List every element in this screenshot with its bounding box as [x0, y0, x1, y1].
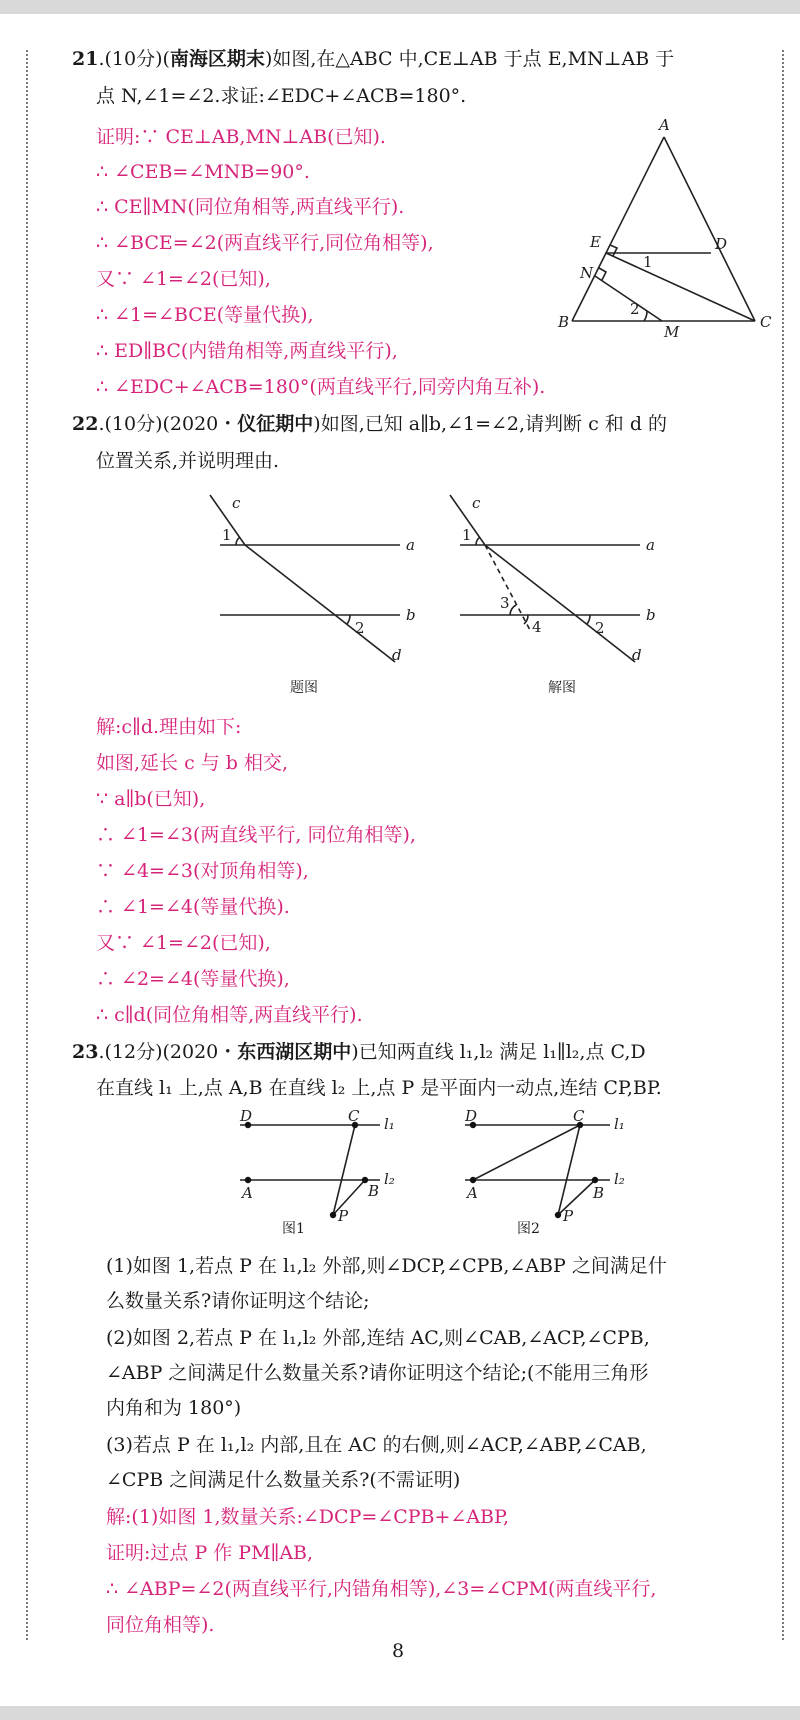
q21-label-C: C — [760, 313, 772, 331]
q23-part-line: 内角和为 180°) — [106, 1397, 242, 1419]
q21-stem-line2: 点 N,∠1=∠2.求证:∠EDC+∠ACB=180°. — [96, 85, 467, 107]
q22-fig2-angle-3: 3 — [500, 594, 510, 612]
q22-fig2-label-b: b — [646, 606, 656, 624]
q23-solution-line: 解:(1)如图 1,数量关系:∠DCP=∠CPB+∠ABP, — [106, 1506, 509, 1528]
q22-solution-line: 如图,延长 c 与 b 相交, — [96, 752, 289, 774]
q23-fig1-label-C: C — [348, 1107, 360, 1125]
q22-solution-line: 又∵ ∠1=∠2(已知), — [96, 932, 271, 954]
q23-fig2-label-D: D — [465, 1107, 478, 1125]
q23-fig2-label-C: C — [573, 1107, 585, 1125]
q23-solution-line: 同位角相等). — [106, 1614, 215, 1636]
q22-solution-line: ∵ a∥b(已知), — [96, 788, 206, 810]
q21-proof-line: ∴ ∠EDC+∠ACB=180°(两直线平行,同旁内角互补). — [96, 376, 546, 398]
q21-triangle-figure — [540, 115, 780, 345]
q23-number: 23 — [72, 1041, 99, 1063]
q22-fig1-label-d: d — [392, 646, 402, 664]
q21-label-E: E — [590, 233, 601, 251]
q23-fig1-label-l1: l₁ — [384, 1115, 395, 1133]
q22-fig2-label-a: a — [646, 536, 655, 554]
q21-angle-2: 2 — [630, 300, 640, 318]
q23-fig2-label-A: A — [467, 1184, 478, 1202]
q23-solution-line: ∴ ∠ABP=∠2(两直线平行,内错角相等),∠3=∠CPM(两直线平行, — [106, 1578, 657, 1600]
q23-solution-line: 证明:过点 P 作 PM∥AB, — [106, 1542, 314, 1564]
q22-number: 22 — [72, 413, 99, 435]
q21-proof-line: ∴ ∠CEB=∠MNB=90°. — [96, 161, 310, 183]
q23-fig1-label-B: B — [368, 1182, 380, 1200]
q22-question-figure — [200, 490, 425, 665]
q23-fig2-caption: 图2 — [517, 1221, 540, 1237]
q23-fig1-label-A: A — [242, 1184, 253, 1202]
q21-label-M: M — [664, 323, 680, 341]
q23-part-line: 么数量关系?请你证明这个结论; — [106, 1290, 370, 1312]
q23-fig2-label-B: B — [593, 1184, 605, 1202]
q23-part-line: (3)若点 P 在 l₁,l₂ 内部,且在 AC 的右侧,则∠ACP,∠ABP,∠CAB, — [106, 1434, 647, 1456]
q21-proof-line: ∴ CE∥MN(同位角相等,两直线平行). — [96, 196, 405, 218]
q21-proof-line: 又∵ ∠1=∠2(已知), — [96, 268, 271, 290]
q23-fig2-label-P: P — [563, 1207, 574, 1225]
q23-figure-2 — [455, 1107, 630, 1225]
q22-fig1-label-a: a — [406, 536, 415, 554]
q23-fig1-caption: 图1 — [282, 1221, 305, 1237]
q21-source: 南海区期末 — [169, 48, 265, 70]
q22-fig2-angle-2: 2 — [595, 619, 605, 637]
q23-source: 东西湖区期中 — [237, 1041, 352, 1063]
q21-label-B: B — [558, 313, 570, 331]
q23-fig1-label-D: D — [240, 1107, 253, 1125]
q22-fig1-caption: 题图 — [290, 680, 318, 696]
q22-fig2-label-c: c — [472, 494, 481, 512]
q22-stem-line1: 22.(10分)(2020・仪征期中)如图,已知 a∥b,∠1=∠2,请判断 c 和 d 的 — [72, 413, 668, 435]
q22-fig2-caption: 解图 — [548, 680, 576, 696]
q23-part-line: ∠ABP 之间满足什么数量关系?请你证明这个结论;(不能用三角形 — [106, 1362, 649, 1384]
q22-fig1-angle-2: 2 — [355, 619, 365, 637]
q21-angle-1: 1 — [643, 253, 653, 271]
q21-proof-line: 证明:∵ CE⊥AB,MN⊥AB(已知). — [96, 126, 386, 148]
top-border — [0, 0, 800, 14]
q21-label-N: N — [580, 264, 594, 282]
q21-label-A: A — [659, 116, 670, 134]
q22-solution-line: ∴ ∠1=∠3(两直线平行, 同位角相等), — [96, 824, 416, 846]
page-number: 8 — [392, 1640, 405, 1662]
left-margin-line — [26, 50, 28, 1640]
q22-solution-line: ∴ c∥d(同位角相等,两直线平行). — [96, 1004, 363, 1026]
q22-solution-line: ∴ ∠2=∠4(等量代换), — [96, 968, 290, 990]
q23-part-line: ∠CPB 之间满足什么数量关系?(不需证明) — [106, 1469, 461, 1491]
q22-fig1-angle-1: 1 — [222, 526, 232, 544]
q22-fig2-label-d: d — [632, 646, 642, 664]
q21-number: 21 — [72, 48, 99, 70]
bottom-border — [0, 1706, 800, 1720]
q23-fig1-label-l2: l₂ — [384, 1170, 395, 1188]
q22-solution-figure — [440, 490, 665, 665]
q22-solution-line: ∴ ∠1=∠4(等量代换). — [96, 896, 290, 918]
q23-stem-line1: 23.(12分)(2020・东西湖区期中)已知两直线 l₁,l₂ 满足 l₁∥l₂,点 C,D — [72, 1041, 646, 1063]
q22-solution-line: 解:c∥d.理由如下: — [96, 716, 242, 738]
q22-stem-line2: 位置关系,并说明理由. — [96, 450, 280, 472]
right-margin-line — [782, 50, 784, 1640]
q22-fig2-angle-4: 4 — [532, 618, 542, 636]
q23-part-line: (2)如图 2,若点 P 在 l₁,l₂ 外部,连结 AC,则∠CAB,∠ACP,∠CPB, — [106, 1327, 650, 1349]
q22-fig1-label-b: b — [406, 606, 416, 624]
q22-fig2-angle-1: 1 — [462, 526, 472, 544]
q23-fig2-label-l1: l₁ — [614, 1115, 625, 1133]
q23-part-line: (1)如图 1,若点 P 在 l₁,l₂ 外部,则∠DCP,∠CPB,∠ABP 之间满足什 — [106, 1255, 667, 1277]
q22-solution-line: ∵ ∠4=∠3(对顶角相等), — [96, 860, 309, 882]
q21-proof-line: ∴ ∠1=∠BCE(等量代换), — [96, 304, 314, 326]
q22-fig1-label-c: c — [232, 494, 241, 512]
q23-figure-1 — [230, 1107, 400, 1225]
q21-label-D: D — [715, 235, 728, 253]
q21-proof-line: ∴ ED∥BC(内错角相等,两直线平行), — [96, 340, 398, 362]
q23-stem-line2: 在直线 l₁ 上,点 A,B 在直线 l₂ 上,点 P 是平面内一动点,连结 CP,BP. — [96, 1077, 662, 1099]
q23-fig2-label-l2: l₂ — [614, 1170, 625, 1188]
q22-source: 仪征期中 — [237, 413, 314, 435]
q21-proof-line: ∴ ∠BCE=∠2(两直线平行,同位角相等), — [96, 232, 434, 254]
q23-fig1-label-P: P — [338, 1207, 349, 1225]
q21-stem-line1: 21.(10分)(南海区期末)如图,在△ABC 中,CE⊥AB 于点 E,MN⊥AB 于 — [72, 48, 675, 70]
